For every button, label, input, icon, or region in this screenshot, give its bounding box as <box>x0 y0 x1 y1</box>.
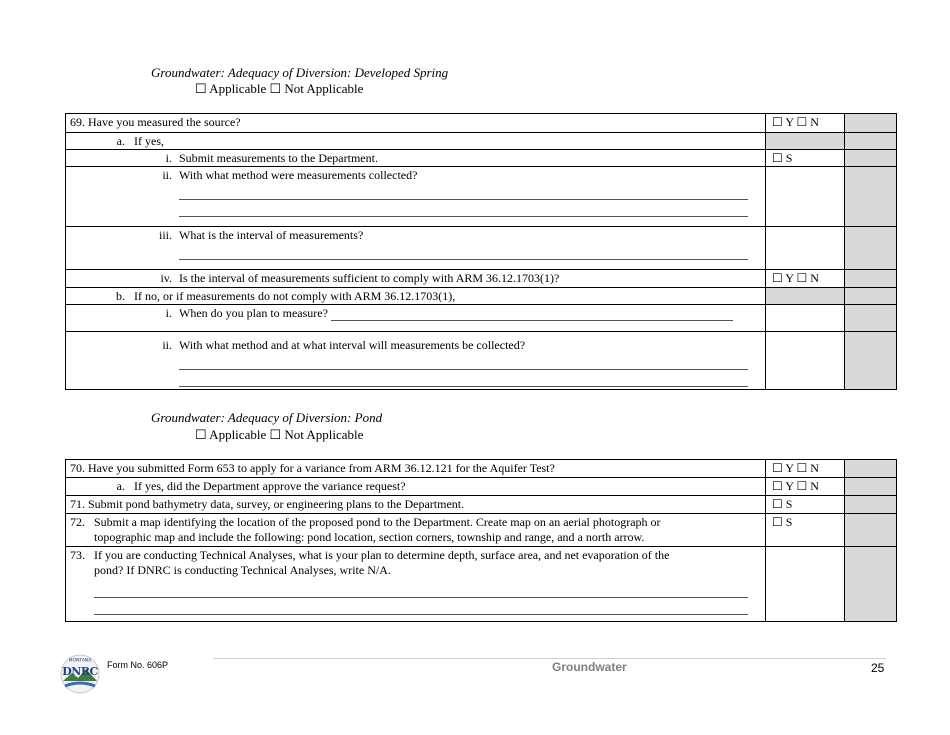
question-text-line1: If you are conducting Technical Analyses, what is your plan to determine depth, surface area, and net evaporation of the <box>94 548 670 562</box>
question-text-line2: topographic map and include the following: pond location, section corners, township and range, and a north arrow. <box>94 530 645 544</box>
answer-line[interactable] <box>179 200 748 217</box>
question-number: ii. <box>162 168 172 182</box>
gray-cell <box>845 270 897 288</box>
table-row <box>66 514 897 547</box>
question-69ai <box>66 150 766 167</box>
empty-cell <box>766 305 845 332</box>
table-row <box>66 288 897 305</box>
yes-no-checkbox[interactable]: ☐ Y ☐ N <box>766 478 845 496</box>
answer-line[interactable] <box>179 370 748 387</box>
question-71 <box>66 496 766 514</box>
empty-cell <box>766 167 845 227</box>
answer-line[interactable] <box>179 183 748 200</box>
answer-lines[interactable] <box>179 243 748 260</box>
yes-no-checkbox[interactable]: ☐ Y ☐ N <box>766 270 845 288</box>
gray-cell <box>845 305 897 332</box>
question-70a <box>66 478 766 496</box>
question-number: 73. <box>70 548 85 562</box>
dnrc-logo <box>60 654 100 694</box>
gray-cell <box>766 133 845 150</box>
footer-divider <box>213 658 886 659</box>
gray-cell <box>845 114 897 133</box>
gray-cell <box>845 133 897 150</box>
submit-checkbox[interactable]: ☐ S <box>766 150 845 167</box>
question-72 <box>66 514 766 547</box>
question-69a <box>66 133 766 150</box>
empty-cell <box>766 332 845 390</box>
gray-cell <box>845 227 897 270</box>
question-text: With what method were measurements collected? <box>179 168 418 182</box>
question-69 <box>66 114 766 133</box>
logo-text: DNRC <box>62 665 98 678</box>
question-69aii <box>66 167 766 227</box>
question-69aiv <box>66 270 766 288</box>
gray-cell <box>845 288 897 305</box>
gray-cell <box>845 460 897 478</box>
submit-checkbox[interactable]: ☐ S <box>766 496 845 514</box>
submit-checkbox[interactable]: ☐ S <box>766 514 845 547</box>
gray-cell <box>845 514 897 547</box>
table-row <box>66 133 897 150</box>
question-number: a. <box>116 134 125 148</box>
question-number: i. <box>165 306 172 320</box>
answer-line[interactable] <box>179 243 748 260</box>
table-row <box>66 167 897 227</box>
table-row <box>66 332 897 390</box>
question-text: What is the interval of measurements? <box>179 228 364 242</box>
table-row <box>66 150 897 167</box>
logo-top-text: MONTANA <box>68 658 92 664</box>
question-text: Submit measurements to the Department. <box>179 151 378 165</box>
question-text: Have you measured the source? <box>88 115 241 129</box>
table-row <box>66 227 897 270</box>
table-row <box>66 270 897 288</box>
answer-line[interactable] <box>331 309 733 321</box>
question-number: b. <box>116 289 125 303</box>
table-row <box>66 478 897 496</box>
question-number: iv. <box>160 271 172 285</box>
question-text: Is the interval of measurements sufficient to comply with ARM 36.12.1703(1)? <box>179 271 560 285</box>
pond-table <box>65 459 897 622</box>
question-69aiii <box>66 227 766 270</box>
applicability-checkboxes[interactable]: ☐ Applicable ☐ Not Applicable <box>195 81 364 96</box>
page-number: 25 <box>871 661 885 675</box>
section-title-developed-spring: Groundwater: Adequacy of Diversion: Developed Spring <box>151 65 449 80</box>
developed-spring-table <box>65 113 897 390</box>
gray-cell <box>845 150 897 167</box>
gray-cell <box>845 167 897 227</box>
section-title-pond: Groundwater: Adequacy of Diversion: Pond <box>151 410 383 425</box>
answer-lines[interactable] <box>179 183 748 217</box>
question-text: Submit pond bathymetry data, survey, or engineering plans to the Department. <box>88 497 465 511</box>
question-69b <box>66 288 766 305</box>
table-row <box>66 114 897 133</box>
question-69bi <box>66 305 766 332</box>
question-number: iii. <box>158 228 172 242</box>
question-text: If no, or if measurements do not comply with ARM 36.12.1703(1), <box>134 289 456 303</box>
table-row <box>66 496 897 514</box>
table-row <box>66 547 897 622</box>
form-number: Form No. 606P <box>107 660 169 670</box>
answer-line[interactable] <box>94 598 748 615</box>
question-number: 69. <box>70 115 85 129</box>
question-number: ii. <box>162 338 172 352</box>
question-number: 72. <box>70 515 85 529</box>
gray-cell <box>845 478 897 496</box>
answer-lines[interactable] <box>94 581 748 615</box>
question-number: 71. <box>70 497 85 511</box>
question-text: With what method and at what interval will measurements be collected? <box>179 338 526 352</box>
question-text-line1: Submit a map identifying the location of the proposed pond to the Department. Create map on an aerial photograph or <box>94 515 661 529</box>
question-text-line2: pond? If DNRC is conducting Technical Analyses, write N/A. <box>94 563 391 577</box>
question-number: i. <box>165 151 172 165</box>
yes-no-checkbox[interactable]: ☐ Y ☐ N <box>766 460 845 478</box>
question-text: Have you submitted Form 653 to apply for a variance from ARM 36.12.121 for the Aquifer Test? <box>88 461 555 475</box>
empty-cell <box>766 227 845 270</box>
question-70 <box>66 460 766 478</box>
question-number: 70. <box>70 461 85 475</box>
table-row <box>66 305 897 332</box>
yes-no-checkbox[interactable]: ☐ Y ☐ N <box>766 114 845 133</box>
question-73 <box>66 547 766 622</box>
gray-cell <box>845 496 897 514</box>
answer-line[interactable] <box>179 353 748 370</box>
gray-cell <box>845 547 897 622</box>
question-text: When do you plan to measure? <box>179 306 328 320</box>
applicability-checkboxes[interactable]: ☐ Applicable ☐ Not Applicable <box>195 427 364 442</box>
answer-line[interactable] <box>94 581 748 598</box>
gray-cell <box>845 332 897 390</box>
question-text: If yes, did the Department approve the variance request? <box>134 479 406 493</box>
footer-section-name: Groundwater <box>552 660 627 674</box>
answer-lines[interactable] <box>179 353 748 387</box>
table-row <box>66 460 897 478</box>
question-69bii <box>66 332 766 390</box>
gray-cell <box>766 288 845 305</box>
question-number: a. <box>116 479 125 493</box>
question-text: If yes, <box>134 134 164 148</box>
empty-cell <box>766 547 845 622</box>
